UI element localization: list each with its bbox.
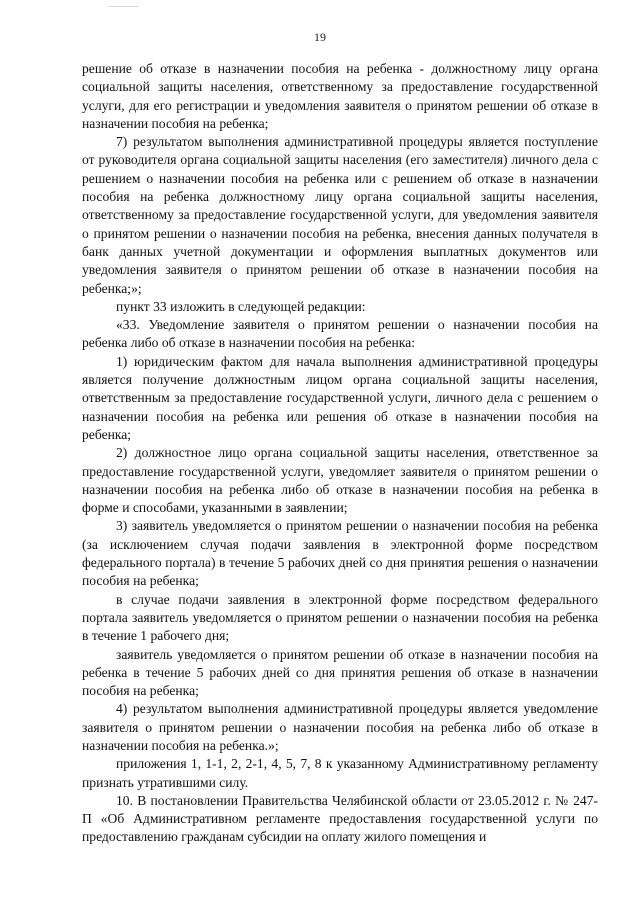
scan-artifact: [108, 6, 138, 7]
page-number: 19: [314, 30, 326, 44]
paragraph: 3) заявитель уведомляется о принятом решении о назначении пособия на ребенка (за исключением случая подачи заявления в электронной форме посредством федерального портала) в течение 5 рабочих дней со дня принятия решения о назначении пособия на ребенка;: [82, 518, 598, 589]
paragraph: 2) должностное лицо органа социальной защиты населения, ответственное за предоставление государственной услуги, уведомляет заявителя о принятом решении о назначении пособия на ребенка либо об отказе в назначении пособия на ребенка в форме и способами, указанными в заявлении;: [82, 445, 598, 516]
paragraph: приложения 1, 1-1, 2, 2-1, 4, 5, 7, 8 к указанному Административному регламенту признать утратившими силу.: [82, 756, 598, 790]
paragraph: решение об отказе в назначении пособия на ребенка - должностному лицу органа социальной защиты населения, ответственному за предоставление государственной услуги, для его регистрации и уведомления заявителя о принятом решении об отказе в назначении пособия на ребенка;: [82, 61, 598, 131]
paragraph: пункт 33 изложить в следующей редакции:: [116, 298, 366, 314]
paragraph: 1) юридическим фактом для начала выполнения административной процедуры является получение должностным лицом органа социальной защиты населения, ответственным за предоставление государственной услуги, личного дела с решением о назначении пособия на ребенка или решения об отказе в назначении пособия на ребенка;: [82, 353, 598, 442]
paragraph: 4) результатом выполнения административной процедуры является уведомление заявителя о принятом решении о назначении пособия на ребенка либо об отказе в назначении пособия на ребенка.»;: [82, 701, 598, 753]
paragraph: заявитель уведомляется о принятом решении об отказе в назначении пособия на ребенка в течение 5 рабочих дней со дня принятия решения об отказе в назначении пособия на ребенка;: [82, 646, 598, 699]
paragraph: 10. В постановлении Правительства Челябинской области от 23.05.2012 г. № 247-П «Об Административном регламенте предоставления государственной услуги по предоставлению гражданам субсидии на оплату жилого помещения и: [82, 792, 598, 845]
paragraph: 7) результатом выполнения административной процедуры является поступление от руководителя органа социальной защиты населения (его заместителя) личного дела с решением о назначении пособия на ребенка или с решением об отказе в назначении пособия на ребенка должностному лицу органа социальной защиты населения, ответственному за предоставление государственной услуги, для уведомления заявителя о принятом решении о назначении пособия на ребенка, внесения данных получателя в банк данных учетной документации и оформления выплатных документов или уведомления заявителя о принятом решении об отказе в назначении пособия на ребенка;»;: [82, 134, 598, 296]
paragraph: в случае подачи заявления в электронной форме посредством федерального портала заявитель уведомляется о принятом решении о назначении пособия на ребенка в течение 1 рабочего дня;: [82, 591, 598, 644]
paragraph: «33. Уведомление заявителя о принятом решении о назначении пособия на ребенка либо об отказе в назначении пособия на ребенка:: [82, 317, 598, 351]
document-body: [82, 60, 598, 847]
